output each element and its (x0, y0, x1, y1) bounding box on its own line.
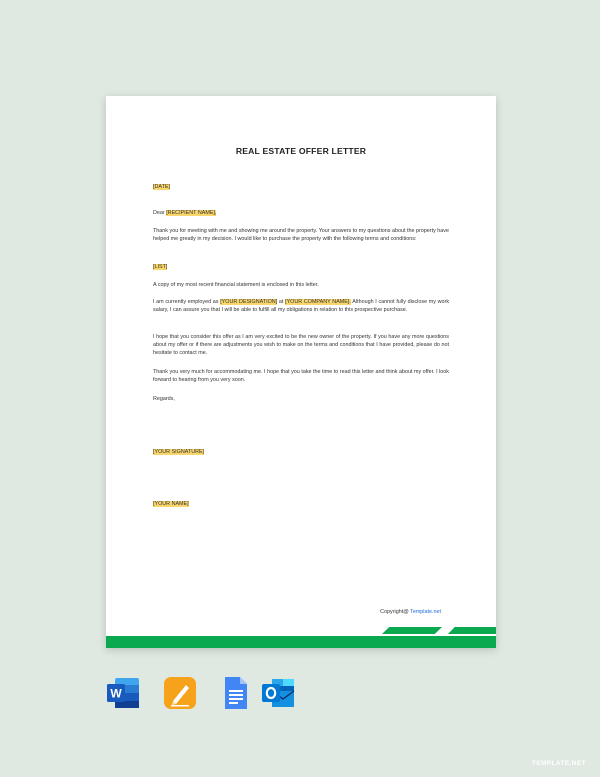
paragraph-3 (153, 298, 449, 314)
closing-block (153, 395, 449, 403)
template-net-watermark: TEMPLATE.NET (531, 760, 586, 767)
name-block (153, 500, 449, 508)
footer-band (106, 636, 496, 648)
app-icons-row (105, 675, 305, 715)
paragraph-1-text: Thank you for meeting with me and showing me around the property. Your answers to my questions about the property have helped me greatly in my decision. I would like to purchase the property with the following terms and conditions: (153, 228, 449, 242)
paragraph-3-at: at (278, 299, 284, 305)
letter-page (106, 96, 496, 648)
paragraph-5 (153, 368, 449, 384)
letter-title: REAL ESTATE OFFER LETTER (235, 146, 367, 156)
paragraph-4-text: I hope that you consider this offer as I am very excited to be the new owner of the property. If you have any more questions about my offer or if there are adjustments you wish to make on the terms and conditions that I have provided, please do not hesitate to contact me. (153, 334, 449, 356)
copyright-brand: Template.net (410, 609, 441, 615)
svg-text:W: W (110, 686, 122, 701)
copyright-text (380, 609, 441, 615)
footer-slant-right (448, 627, 496, 634)
company-placeholder: [YOUR COMPANY NAME]. (285, 299, 351, 305)
salutation-block (153, 209, 449, 217)
closing-text: Regards, (153, 396, 175, 402)
pages-icon[interactable] (162, 675, 198, 711)
name-placeholder: [YOUR NAME] (153, 501, 189, 507)
paragraph-3-start: I am currently employed as (153, 299, 219, 305)
paragraph-1 (153, 227, 449, 243)
paragraph-5-text: Thank you very much for accommodating me. I hope that you take the time to read this letter and think about my offer. I look forward to hearing from you very soon. (153, 369, 449, 383)
paragraph-2 (153, 281, 449, 289)
date-block (153, 183, 449, 191)
footer-slant-left (382, 627, 442, 634)
signature-placeholder: [YOUR SIGNATURE] (153, 449, 205, 455)
recipient-placeholder: [RECIPIENT NAME], (166, 210, 217, 216)
list-placeholder: [LIST] (153, 264, 168, 270)
signature-block (153, 448, 449, 456)
copyright-prefix: Copyright@ (380, 609, 409, 615)
paragraph-3-end: Although I cannot fully disclose my work salary, I can assure you that I will be able to fulfill all my obligations in relation to this prospective purchase. (153, 299, 450, 313)
outlook-icon[interactable] (260, 675, 296, 711)
designation-placeholder: [YOUR DESIGNATION] (220, 299, 278, 305)
salutation: Dear (153, 210, 165, 216)
paragraph-4 (153, 333, 449, 357)
word-icon[interactable] (105, 675, 141, 711)
list-block (153, 263, 449, 271)
date-placeholder: [DATE] (153, 184, 170, 190)
paragraph-2-text: A copy of my most recent financial statement is enclosed in this letter. (153, 282, 319, 288)
google-docs-icon[interactable] (217, 675, 253, 711)
